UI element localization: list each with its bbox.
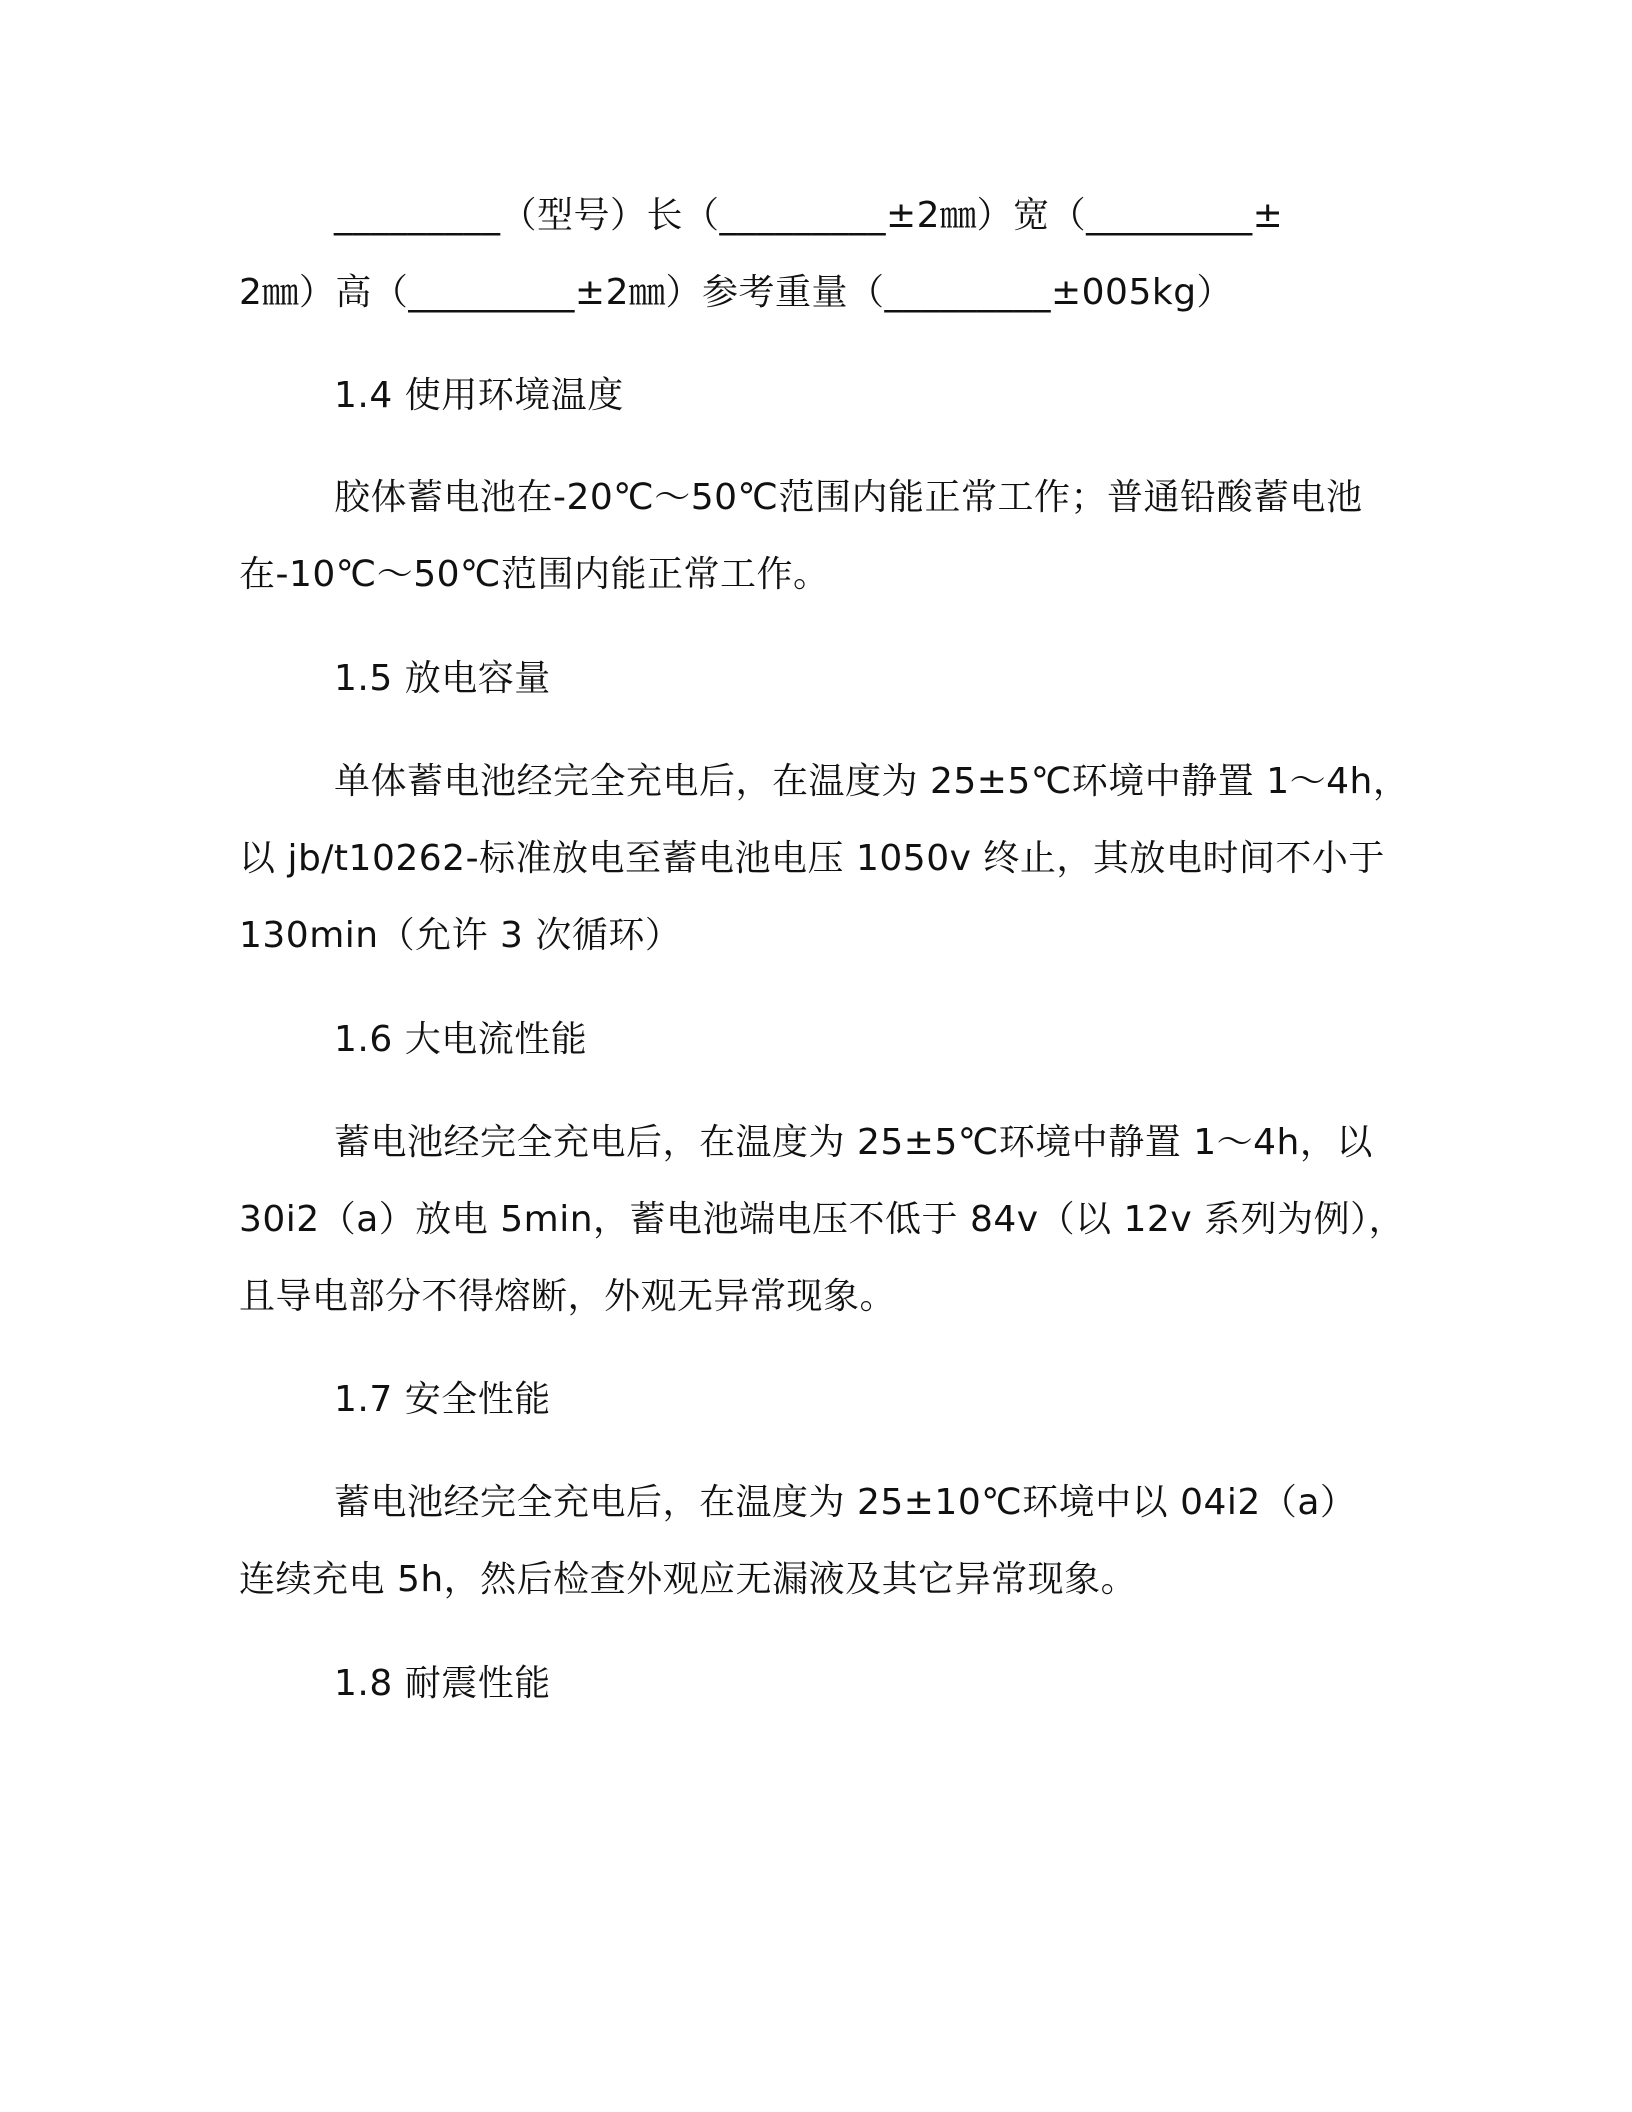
section-heading-1-8: 1.8 耐震性能: [334, 1663, 551, 1704]
section-heading-1-7: 1.7 安全性能: [334, 1379, 551, 1420]
paragraph-current-line-3: 且导电部分不得熔断，外观无异常现象。: [239, 1276, 897, 1317]
paragraph-capacity-line-2: 以 jb/t10262-标准放电至蓄电池电压 1050v 终止，其放电时间不小于: [239, 838, 1385, 879]
section-heading-1-4: 1.4 使用环境温度: [334, 375, 624, 416]
paragraph-current-line-2: 30i2（a）放电 5min，蓄电池端电压不低于 84v（以 12v 系列为例），: [239, 1199, 1406, 1240]
section-heading-1-6: 1.6 大电流性能: [334, 1019, 588, 1060]
paragraph-safety-line-2: 连续充电 5h，然后检查外观应无漏液及其它异常现象。: [239, 1559, 1138, 1600]
paragraph-current-line-1: 蓄电池经完全充电后，在温度为 25±5℃环境中静置 1～4h，以: [334, 1122, 1373, 1163]
paragraph-temperature-line-1: 胶体蓄电池在-20℃～50℃范围内能正常工作；普通铅酸蓄电池: [334, 477, 1363, 518]
paragraph-capacity-line-3: 130min（允许 3 次循环）: [239, 915, 682, 956]
paragraph-temperature-line-2: 在-10℃～50℃范围内能正常工作。: [239, 554, 830, 595]
paragraph-safety-line-1: 蓄电池经完全充电后，在温度为 25±10℃环境中以 04i2（a）: [334, 1482, 1357, 1523]
section-heading-1-5: 1.5 放电容量: [334, 658, 551, 699]
spec-dimensions-line-1: _________（型号）长（_________±2㎜）宽（_________±: [334, 195, 1284, 236]
spec-dimensions-line-2: 2㎜）高（_________±2㎜）参考重量（_________±005kg）: [239, 272, 1234, 313]
paragraph-capacity-line-1: 单体蓄电池经完全充电后，在温度为 25±5℃环境中静置 1～4h，: [334, 761, 1410, 802]
